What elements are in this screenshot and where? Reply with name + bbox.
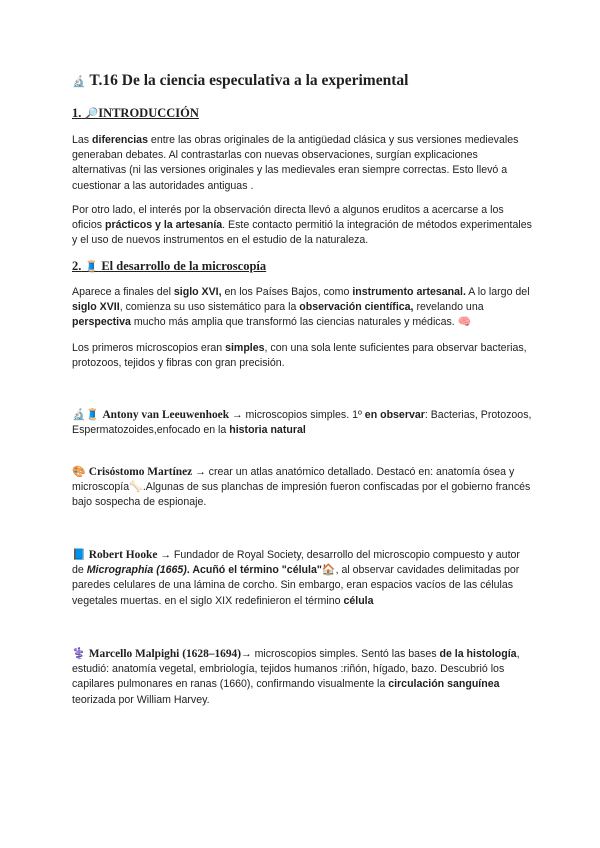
microscopia-paragraph-2 [72,341,534,371]
emoji-icon: ⚕️ [72,648,89,660]
section-heading-introduccion [72,106,199,121]
bold-text: célula [343,594,374,607]
bold-text: observación científica, [299,301,414,314]
page-title [72,72,408,90]
text-run: → Fundador de Royal Society, desarrollo del microscopio compuesto y autor de [72,549,520,577]
text-run: .Algunas de sus planchas de impresión fueron confiscadas por el gobierno francés bajo sospecha de espionaje. [72,481,531,509]
section-heading-microscopia [72,259,266,274]
microscope-icon: 🔬 [72,76,86,88]
bold-text: instrumento artesanal. [352,286,466,298]
bold-text: Micrographia (1665) [86,564,187,577]
text-run: → microscopios simples. 1º [229,409,365,421]
text-run: Aparece a finales del [72,286,174,298]
bold-text: de la histología [439,648,517,660]
text-run: mucho más amplia que transformó las ciencias naturales y médicas. [130,316,458,329]
text-run: revelando una [413,301,484,314]
bold-text: circulación sanguínea [388,678,500,691]
intro-paragraph-1 [72,133,534,194]
magnifier-icon: 🔎 [84,108,99,120]
bold-text: diferencias [92,134,148,146]
text-run: → crear un atlas anatómico detallado. Destacó en: anatomía ósea y microscopía [72,466,515,494]
bold-text: historia natural [229,424,306,437]
section-number: 1. [72,106,82,120]
text-run: : Bacterias, Protozoos, Espermatozoides,enfocado en la [72,409,532,437]
text-run: A lo largo del [465,286,530,298]
text-run: , estudió: anatomía vegetal, embriología, tejidos humanos :riñón, hígado, bazo. Descubrió los capilares pulmonares en ranas (1660), confirmando visualmente la [72,648,520,691]
bold-text: siglo XVII [72,301,120,314]
text-run: Por otro lado, el interés por la observación directa llevó a algunos eruditos a acercarse a los oficios [72,204,504,232]
bio-leeuwenhoek [72,408,534,438]
bio-marcello-malpighi [72,647,534,708]
emoji-icon: 📘 [72,549,89,561]
bio-robert-hooke [72,548,534,609]
bold-text: simples [225,342,265,354]
bold-text: perspectiva [72,316,131,329]
section-number: 2. [72,259,82,273]
text-run: , al observar cavidades delimitadas por paredes celulares de una lámina de corcho. Sin embargo, eran espacios vacíos de las células vegetales muertas. en el siglo XIX redefinieron el término [72,564,520,607]
text-run: teorizada por William Harvey. [72,693,210,706]
page-title-text: T.16 De la ciencia especulativa a la experimental [89,72,409,89]
text-run: Los primeros microscopios eran [72,342,226,354]
bold-text: en observar [364,409,425,421]
microscopia-paragraph-1 [72,285,534,331]
text-run: entre las obras originales de la antigüedad clásica y sus versiones medievales generaban debates. Al contrastarlas con nuevas observaciones, surgían explicaciones alternativas (ni las versiones originales y las medievales eran siempre correctas. Esto llevó a cuestionar a las autoridades antiguas . [72,134,519,192]
text-run: → microscopios simples. Sentó las bases [241,648,440,660]
text-run: Las [72,134,93,146]
text-run: en los Países Bajos, como [221,286,353,298]
bold-text: . Acuñó el término "célula" [186,564,322,577]
person-name: Antony van Leeuwenhoek [102,409,230,421]
text-run: . Este contacto permitió la integración de métodos experimentales y el uso de nuevos instrumentos en el estudio de la naturaleza. [72,219,532,247]
thread-icon: 🧵 [84,261,99,273]
bio-crisostomo-martinez [72,465,534,511]
section-heading-text: El desarrollo de la microscopía [101,259,267,273]
section-heading-text: INTRODUCCIÓN [98,106,199,120]
bold-text: siglo XVI, [173,286,222,298]
person-name: Crisóstomo Martínez [88,466,193,478]
emoji-icon: 🦴 [129,481,143,494]
text-run: , con una sola lente suficientes para observar bacterias, protozoos, tejidos y fibras con gran precisión. [72,342,527,370]
emoji-icon: 🎨 [72,466,89,478]
bold-text: prácticos y la artesanía [104,219,223,232]
emoji-icon: 🧠 [457,316,472,329]
emoji-icon: 🔬🧵 [72,409,103,421]
intro-paragraph-2 [72,203,534,249]
person-name: Marcello Malpighi (1628–1694) [88,648,242,660]
emoji-icon: 🏠 [321,564,336,577]
text-run: , comienza su uso sistemático para la [119,301,300,314]
person-name: Robert Hooke [88,549,158,561]
